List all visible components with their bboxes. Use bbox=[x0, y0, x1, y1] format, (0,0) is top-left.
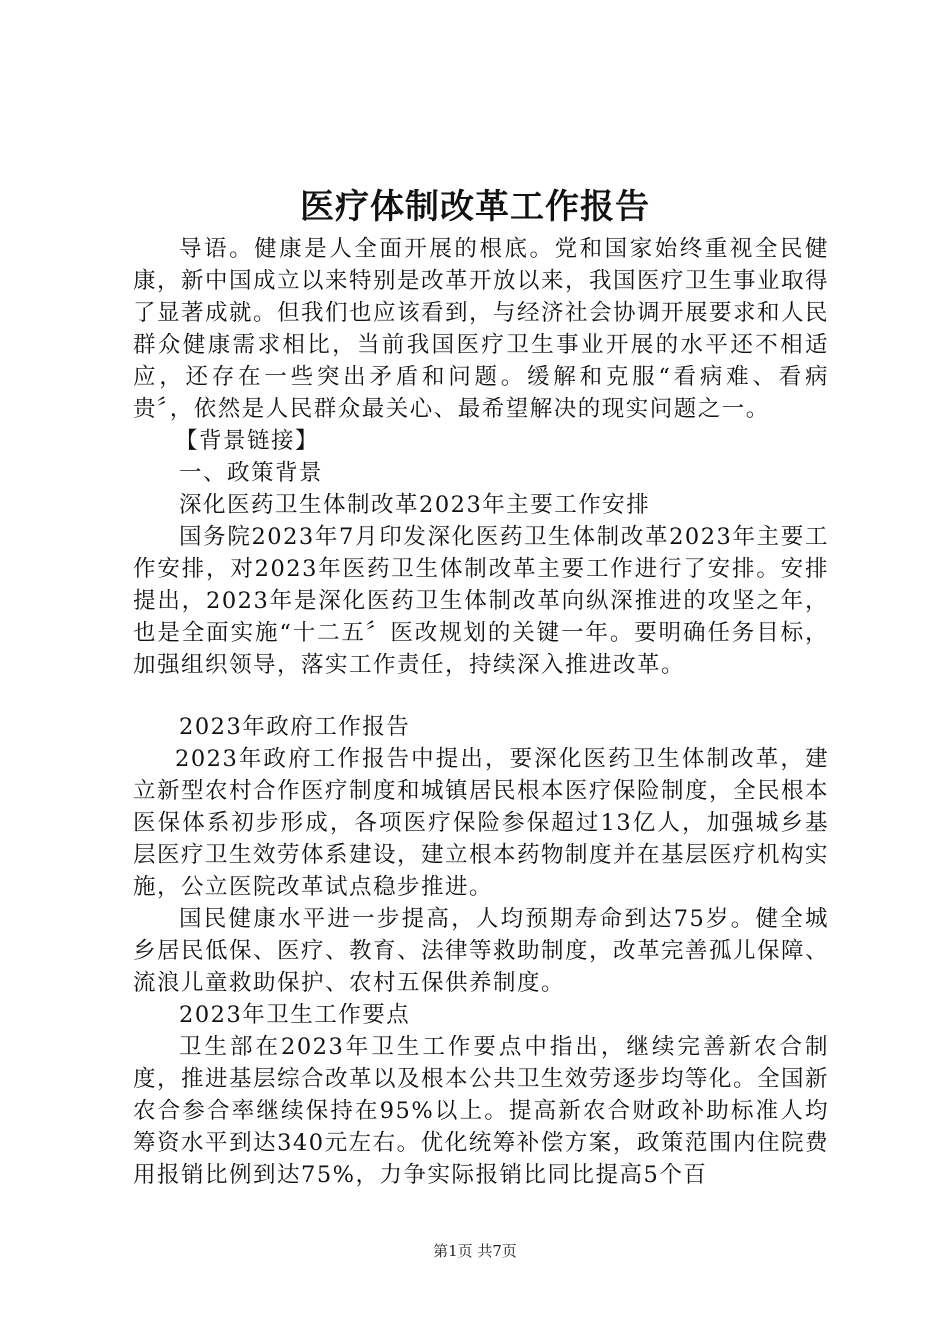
document-body bbox=[133, 233, 829, 1191]
paragraph-government-report: 2023年政府工作报告中提出，要深化医药卫生体制改革，建立新型农村合作医疗制度和城镇居民根本医疗保险制度，全民根本医保体系初步形成，各项医疗保险参保超过13亿人，加强城乡基层医疗卫生效劳体系建设，建立根本药物制度并在基层医疗机构实施，公立医院改革试点稳步推进。 bbox=[133, 746, 830, 900]
paragraph-state-council: 国务院2023年7月印发深化医药卫生体制改革2023年主要工作安排，对2023年医药卫生体制改革主要工作进行了安排。安排提出，2023年是深化医药卫生体制改革向纵深推进的攻坚之年，也是全面实施“十二五〞医改规划的关键一年。要明确任务目标，加强组织领导，落实工作责任，持续深入推进改革。 bbox=[133, 524, 829, 678]
paragraph-intro: 导语。健康是人全面开展的根底。党和国家始终重视全民健康，新中国成立以来特别是改革开放以来，我国医疗卫生事业取得了显著成就。但我们也应该看到，与经济社会协调开展要求和人民群众健康需求相比，当前我国医疗卫生事业开展的水平还不相适应，还存在一些突出矛盾和问题。缓解和克服“看病难、看病贵〞，依然是人民群众最关心、最希望解决的现实问题之一。 bbox=[133, 236, 830, 422]
section-heading-policy-background: 一、政策背景 bbox=[179, 460, 324, 486]
subheading-government-report: 2023年政府工作报告 bbox=[179, 714, 411, 740]
paragraph-national-health: 国民健康水平进一步提高，人均预期寿命到达75岁。健全城乡居民低保、医疗、教育、法律等救助制度，改革完善孤儿保障、流浪儿童救助保护、农村五保供养制度。 bbox=[133, 906, 830, 996]
subheading-health-work-points: 2023年卫生工作要点 bbox=[179, 1002, 411, 1028]
page-number-footer: 第1页 共7页 bbox=[433, 1242, 517, 1260]
document-title: 医疗体制改革工作报告 bbox=[300, 187, 650, 227]
subheading-reform-arrangement: 深化医药卫生体制改革2023年主要工作安排 bbox=[179, 492, 651, 518]
paragraph-background-link: 【背景链接】 bbox=[175, 428, 320, 454]
paragraph-gap bbox=[133, 681, 829, 711]
paragraph-ministry-of-health: 卫生部在2023年卫生工作要点中指出，继续完善新农合制度，推进基层综合改革以及根本公共卫生效劳逐步均等化。全国新农合参合率继续保持在95%以上。提高新农合财政补助标准人均筹资水平到达340元左右。优化统筹补偿方案，政策范围内住院费用报销比例到达75%，力争实际报销比同比提高5个百 bbox=[133, 1034, 830, 1188]
